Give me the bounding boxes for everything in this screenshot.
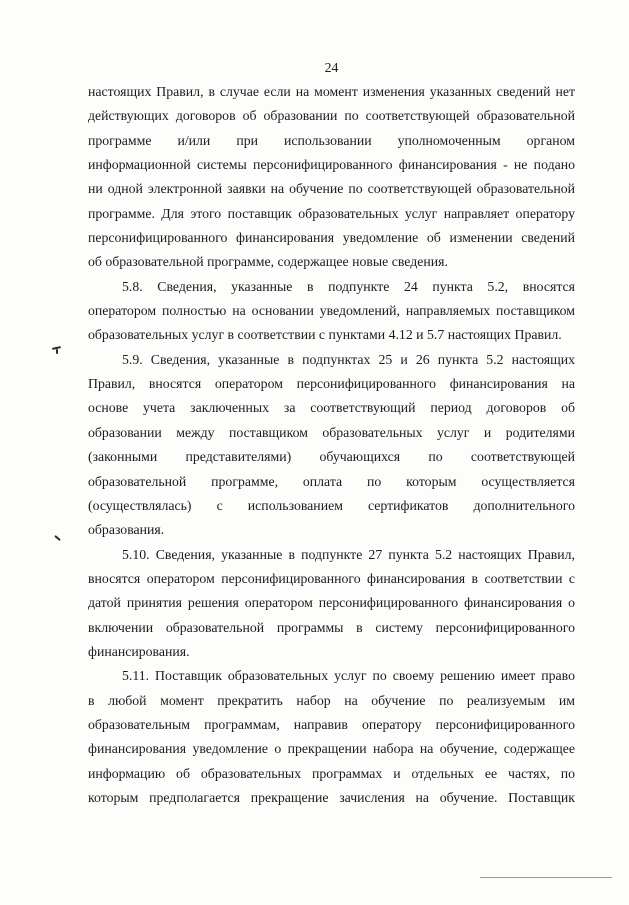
text-line: финансирования уведомление о прекращении набора на обучение, содержащее bbox=[88, 741, 575, 757]
paragraph-5-10 bbox=[88, 543, 575, 665]
text-line: образования. bbox=[88, 522, 165, 538]
document-body bbox=[88, 80, 575, 810]
text-line: программе. Для этого поставщик образовательных услуг направляет оператору bbox=[88, 205, 575, 221]
text-line: включении образовательной программы в систему персонифицированного bbox=[88, 619, 575, 635]
text-line: образовании между поставщиком образовательных услуг и родителями bbox=[88, 424, 575, 440]
text-line: (осуществлялась) с использованием сертификатов дополнительного bbox=[88, 497, 575, 513]
text-line: вносятся оператором персонифицированного финансирования в соответствии с bbox=[88, 570, 575, 586]
paragraph bbox=[88, 80, 575, 275]
text-line: которым предполагается прекращение зачисления на обучение. Поставщик bbox=[88, 789, 575, 805]
text-line: информационной системы персонифицированного финансирования - не подано bbox=[88, 157, 575, 173]
text-line: об образовательной программе, содержащее новые сведения. bbox=[88, 254, 448, 270]
text-line: действующих договоров об образовании по соответствующей образовательной bbox=[88, 108, 575, 124]
scan-edge-line bbox=[480, 877, 612, 878]
text-line: ни одной электронной заявки на обучение по соответствующей образовательной bbox=[88, 181, 575, 197]
paragraph-5-11 bbox=[88, 664, 575, 810]
text-line: образовательной программе, оплата по которым осуществляется bbox=[88, 473, 575, 489]
text-line: информацию об образовательных программах и отдельных ее частях, по bbox=[88, 765, 575, 781]
text-line: образовательным программам, направив оператору персонифицированного bbox=[88, 716, 575, 732]
text-line: основе учета заключенных за соответствующий период договоров об bbox=[88, 400, 575, 416]
text-line: 5.11. Поставщик образовательных услуг по своему решению имеет право bbox=[122, 668, 575, 684]
text-line: 5.8. Сведения, указанные в подпункте 24 пункта 5.2, вносятся bbox=[122, 278, 575, 294]
page-number: 24 bbox=[324, 60, 339, 75]
scan-artifact bbox=[54, 535, 61, 541]
text-line: финансирования. bbox=[88, 643, 190, 659]
text-line: образовательных услуг в соответствии с пунктами 4.12 и 5.7 настоящих Правил. bbox=[88, 327, 562, 343]
text-line: датой принятия решения оператором персонифицированного финансирования о bbox=[88, 595, 575, 611]
text-line: (законными представителями) обучающихся по соответствующей bbox=[88, 449, 575, 465]
paragraph-5-8 bbox=[88, 275, 575, 348]
paragraph-5-9 bbox=[88, 348, 575, 543]
scan-artifact bbox=[56, 349, 58, 354]
text-line: 5.9. Сведения, указанные в подпунктах 25 и 26 пункта 5.2 настоящих bbox=[122, 351, 575, 367]
text-line: оператором полностью на основании уведомлений, направляемых поставщиком bbox=[88, 303, 575, 319]
text-line: настоящих Правил, в случае если на момент изменения указанных сведений нет bbox=[88, 84, 575, 99]
text-line: персонифицированного финансирования уведомление об изменении сведений bbox=[88, 230, 575, 246]
text-line: 5.10. Сведения, указанные в подпункте 27 пункта 5.2 настоящих Правил, bbox=[122, 546, 575, 562]
text-line: Правил, вносятся оператором персонифицированного финансирования на bbox=[88, 376, 575, 392]
text-line: программе и/или при использовании уполномоченным органом bbox=[88, 132, 575, 148]
text-line: в любой момент прекратить набор на обучение по реализуемым им bbox=[88, 692, 575, 708]
